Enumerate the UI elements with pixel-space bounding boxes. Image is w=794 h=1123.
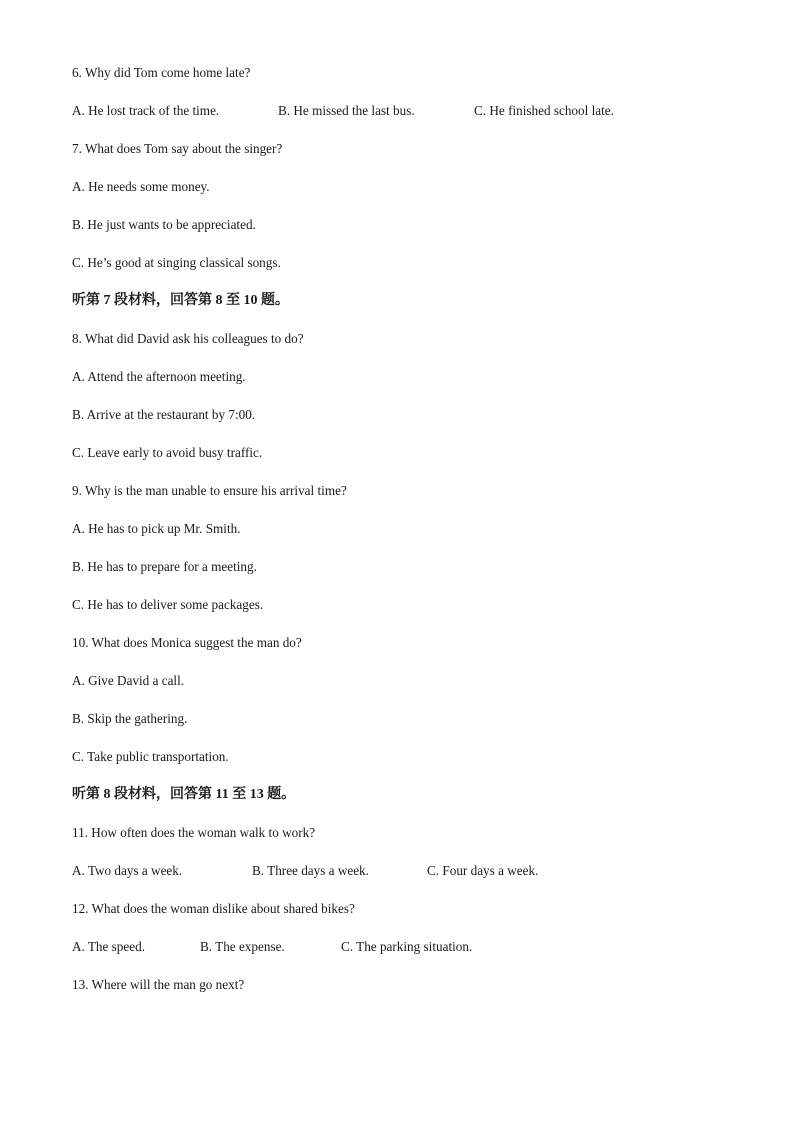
- question-8-stem: 8. What did David ask his colleagues to do?: [72, 331, 304, 346]
- question-12-option-a: A. The speed.: [72, 939, 146, 954]
- question-6-stem: 6. Why did Tom come home late?: [72, 65, 251, 80]
- question-10-option-a: A. Give David a call.: [72, 673, 185, 688]
- question-6-option-a: A. He lost track of the time.: [72, 103, 220, 118]
- question-6-option-c: C. He finished school late.: [474, 103, 614, 118]
- question-12-option-c: C. The parking situation.: [341, 939, 473, 954]
- question-6-option-b: B. He missed the last bus.: [278, 103, 415, 118]
- question-6-options: [72, 101, 732, 139]
- exam-page: [72, 63, 732, 1013]
- question-9-option-a: A. He has to pick up Mr. Smith.: [72, 521, 241, 536]
- question-11-stem: 11. How often does the woman walk to work?: [72, 825, 316, 840]
- question-13-stem: 13. Where will the man go next?: [72, 977, 245, 992]
- question-11-option-a: A. Two days a week.: [72, 863, 183, 878]
- question-9-stem: 9. Why is the man unable to ensure his arrival time?: [72, 483, 347, 498]
- question-10-option-b: B. Skip the gathering.: [72, 711, 188, 726]
- question-7-stem: 7. What does Tom say about the singer?: [72, 141, 283, 156]
- question-11-option-b: B. Three days a week.: [252, 863, 369, 878]
- section-7-heading: 听第 7 段材料，回答第 8 至 10 题。: [72, 293, 289, 308]
- question-8-option-c: C. Leave early to avoid busy traffic.: [72, 445, 263, 460]
- question-8-option-b: B. Arrive at the restaurant by 7:00.: [72, 407, 256, 422]
- question-9-option-b: B. He has to prepare for a meeting.: [72, 559, 257, 574]
- question-7-option-b: B. He just wants to be appreciated.: [72, 217, 256, 232]
- question-12-options: [72, 937, 732, 975]
- question-12-option-b: B. The expense.: [200, 939, 285, 954]
- question-10-option-c: C. Take public transportation.: [72, 749, 229, 764]
- question-9-option-c: C. He has to deliver some packages.: [72, 597, 264, 612]
- question-11-options: [72, 861, 732, 899]
- question-10-stem: 10. What does Monica suggest the man do?: [72, 635, 302, 650]
- question-7-option-a: A. He needs some money.: [72, 179, 210, 194]
- section-8-heading: 听第 8 段材料，回答第 11 至 13 题。: [72, 787, 296, 802]
- question-8-option-a: A. Attend the afternoon meeting.: [72, 369, 246, 384]
- question-12-stem: 12. What does the woman dislike about shared bikes?: [72, 901, 355, 916]
- question-11-option-c: C. Four days a week.: [427, 863, 539, 878]
- question-7-option-c: C. He’s good at singing classical songs.: [72, 255, 281, 270]
